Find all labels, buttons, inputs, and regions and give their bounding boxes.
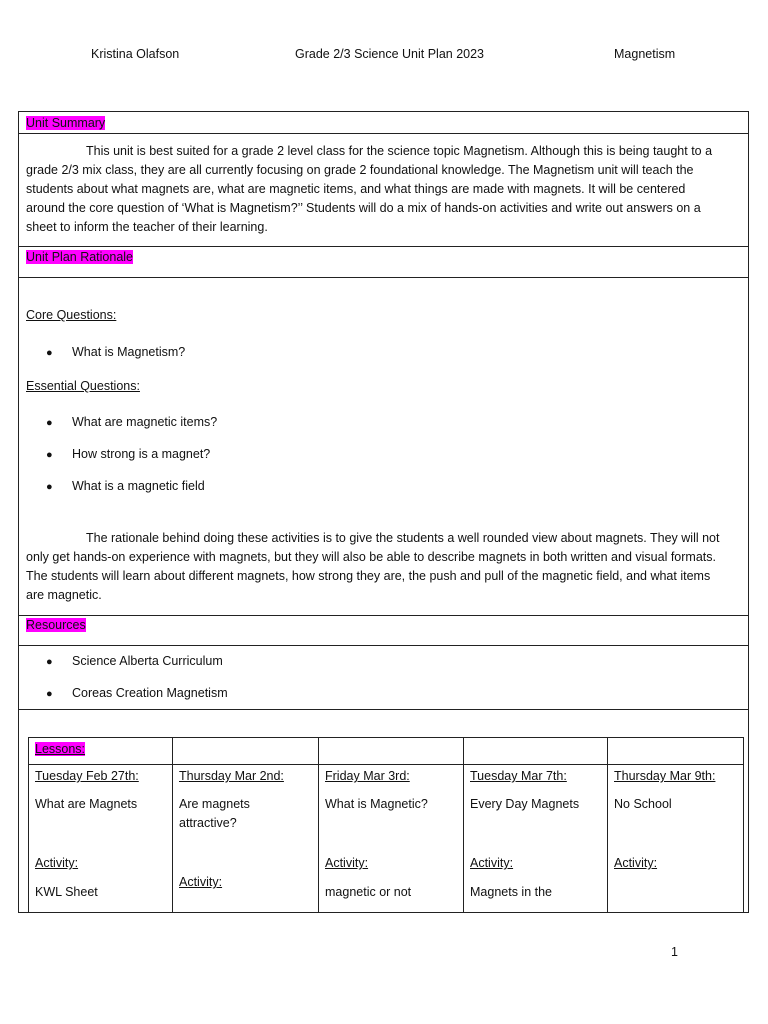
lessons-header-cell: [28, 737, 173, 765]
divider: [19, 709, 748, 710]
unit-plan-rationale-label: Unit Plan Rationale: [26, 250, 134, 264]
lesson-day: Tuesday Mar 7th:: [470, 769, 567, 783]
unit-plan-table: [18, 111, 749, 913]
lesson-cell: [318, 764, 464, 913]
essential-questions-heading: Essential Questions:: [26, 379, 140, 393]
lesson-title: Are magnets: [179, 797, 250, 811]
bullet-icon: ●: [46, 347, 53, 359]
divider: [19, 277, 748, 278]
unit-summary-line: students about what magnets are, what are magnetic items, and what things are made with magnets. It will be centered: [26, 182, 686, 196]
essential-question-item: ● How strong is a magnet?: [46, 447, 211, 461]
resource-item: ● Coreas Creation Magnetism: [46, 686, 228, 700]
lesson-title: What is Magnetic?: [325, 797, 428, 811]
core-question-item: ● What is Magnetism?: [46, 345, 186, 359]
core-questions-heading: Core Questions:: [26, 308, 117, 322]
lesson-activity: magnetic or not: [325, 885, 412, 899]
lesson-cell: [463, 764, 608, 913]
lessons-header-cell: [463, 737, 608, 765]
divider: [19, 246, 748, 247]
unit-topic: Magnetism: [614, 47, 676, 61]
divider: [19, 645, 748, 646]
document-title: Grade 2/3 Science Unit Plan 2023: [295, 47, 485, 61]
bullet-icon: ●: [46, 449, 53, 461]
lesson-title: Every Day Magnets: [470, 797, 580, 811]
lesson-activity: KWL Sheet: [35, 885, 98, 899]
activity-label: Activity:: [35, 856, 79, 870]
bullet-icon: ●: [46, 688, 53, 700]
lessons-header-cell: [318, 737, 464, 765]
author-name: Kristina Olafson: [91, 47, 180, 61]
resource-item: ● Science Alberta Curriculum: [46, 654, 223, 668]
rationale-line: The rationale behind doing these activities is to give the students a well rounded view about magnets. They will not: [86, 531, 720, 545]
lessons-header-cell: [607, 737, 744, 765]
essential-question-item: ● What is a magnetic field: [46, 479, 205, 493]
lessons-header-cell: [172, 737, 319, 765]
rationale-line: The students will learn about different magnets, how strong they are, the push and pull of the magnetic field, and what items: [26, 569, 711, 583]
lesson-title: attractive?: [179, 816, 237, 830]
rationale-line: are magnetic.: [26, 588, 102, 602]
unit-summary-label: Unit Summary: [26, 116, 106, 130]
unit-summary-line: around the core question of ‘What is Magnetism?’’ Students will do a mix of hands-on activities and write out answers on a: [26, 201, 701, 215]
divider: [19, 133, 748, 134]
activity-label: Activity:: [614, 856, 658, 870]
lesson-cell: [28, 764, 173, 913]
lesson-activity: Magnets in the: [470, 885, 552, 899]
rationale-line: only get hands-on experience with magnets, but they will also be able to describe magnets in both written and visual formats.: [26, 550, 716, 564]
page-header: [0, 47, 768, 65]
lessons-label: Lessons:: [35, 742, 86, 756]
activity-label: Activity:: [470, 856, 514, 870]
lesson-title: No School: [614, 797, 672, 811]
activity-label: Activity:: [325, 856, 369, 870]
activity-label: Activity:: [179, 875, 223, 889]
essential-question-item: ● What are magnetic items?: [46, 415, 218, 429]
page-number: 1: [671, 945, 678, 959]
bullet-icon: ●: [46, 481, 53, 493]
lessons-table: [28, 737, 744, 913]
unit-summary-line: sheet to inform the teacher of their learning.: [26, 220, 268, 234]
lesson-day: Friday Mar 3rd:: [325, 769, 410, 783]
lesson-day: Tuesday Feb 27th:: [35, 769, 139, 783]
bullet-icon: ●: [46, 417, 53, 429]
unit-summary-line: grade 2/3 mix class, they are all currently focusing on grade 2 foundational knowledge. The Magnetism unit will teach the: [26, 163, 694, 177]
unit-summary-text: [26, 142, 738, 237]
lesson-day: Thursday Mar 9th:: [614, 769, 716, 783]
bullet-icon: ●: [46, 656, 53, 668]
lesson-title: What are Magnets: [35, 797, 138, 811]
unit-summary-line: This unit is best suited for a grade 2 level class for the science topic Magnetism. Although this is being taught to a: [86, 144, 713, 158]
rationale-text: [26, 529, 738, 605]
lesson-cell: [607, 764, 744, 913]
lesson-day: Thursday Mar 2nd:: [179, 769, 284, 783]
resources-label: Resources: [26, 618, 86, 632]
lesson-cell: [172, 764, 319, 913]
divider: [19, 615, 748, 616]
